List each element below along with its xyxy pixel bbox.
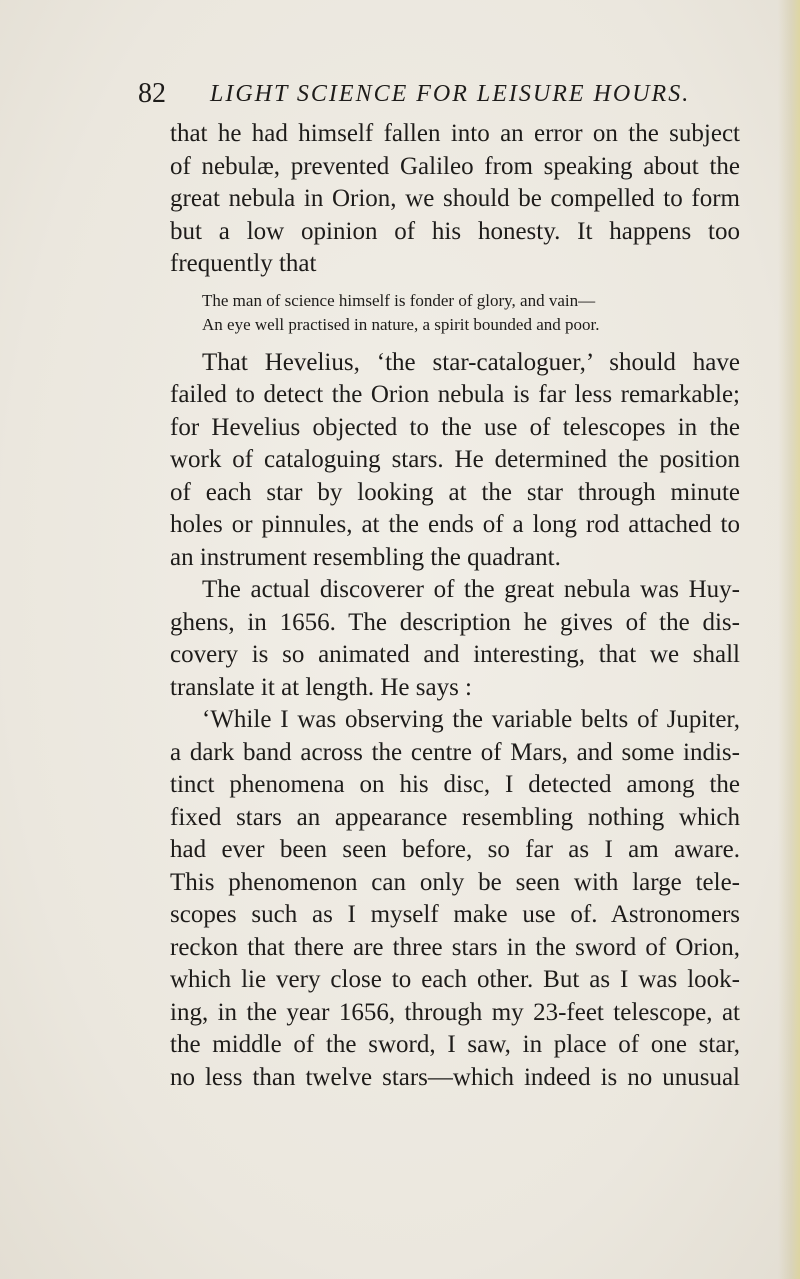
text-line: failed to detect the Orion nebula is far less remarkable; bbox=[170, 381, 740, 408]
text-line: of each star by looking at the star through minute bbox=[170, 478, 740, 506]
text-line: fixed stars an appearance resembling nothing which bbox=[170, 803, 740, 831]
quote-line: An eye well practised in nature, a spirit bounded and poor. bbox=[202, 314, 600, 334]
text-line: The actual discoverer of the great nebula was Huy- bbox=[202, 576, 740, 603]
text-line: This phenomenon can only be seen with large tele- bbox=[170, 868, 740, 896]
paragraph-2 bbox=[170, 347, 740, 575]
text-line: an instrument resembling the quadrant. bbox=[170, 543, 561, 571]
text-line: holes or pinnules, at the ends of a long rod attached to bbox=[170, 511, 740, 538]
text-line: for Hevelius objected to the use of telescopes in the bbox=[170, 413, 740, 441]
text-line: tinct phenomena on his disc, I detected among the bbox=[170, 771, 740, 798]
text-line: great nebula in Orion, we should be compelled to form bbox=[170, 185, 740, 212]
text-line: reckon that there are three stars in the sword of Orion, bbox=[170, 933, 740, 961]
paragraph-4 bbox=[170, 704, 740, 1094]
text-line: which lie very close to each other. But as I was look- bbox=[170, 966, 740, 993]
text-line: ghens, in 1656. The description he gives of the dis- bbox=[170, 608, 740, 636]
text-line: had ever been seen before, so far as I am aware. bbox=[170, 836, 740, 863]
text-line: but a low opinion of his honesty. It happens too bbox=[170, 217, 740, 245]
running-head bbox=[138, 74, 698, 114]
text-line: translate it at length. He says : bbox=[170, 673, 473, 701]
verse-quotation bbox=[170, 289, 740, 337]
text-line: ‘While I was observing the variable belts of Jupiter, bbox=[202, 706, 740, 733]
text-line: a dark band across the centre of Mars, and some indis- bbox=[170, 738, 740, 766]
page-edge-shading bbox=[778, 0, 800, 1279]
text-line: no less than twelve stars—which indeed is no unusual bbox=[170, 1063, 740, 1091]
paragraph-1 bbox=[170, 118, 740, 281]
text-line: ing, in the year 1656, through my 23-feet telescope, at bbox=[170, 998, 740, 1026]
text-line: frequently that bbox=[170, 250, 317, 277]
text-line: of nebulæ, prevented Galileo from speaking about the bbox=[170, 152, 740, 180]
paragraph-3 bbox=[170, 574, 740, 704]
text-line: That Hevelius, ‘the star-cataloguer,’ should have bbox=[202, 348, 740, 376]
page-number: 82 bbox=[138, 78, 166, 109]
body-text bbox=[170, 118, 740, 1094]
text-line: the middle of the sword, I saw, in place of one star, bbox=[170, 1031, 740, 1058]
text-line: scopes such as I myself make use of. Astronomers bbox=[170, 901, 740, 928]
running-title: LIGHT SCIENCE FOR LEISURE HOURS. bbox=[210, 81, 691, 107]
quote-line: The man of science himself is fonder of glory, and vain— bbox=[202, 290, 596, 310]
text-line: covery is so animated and interesting, that we shall bbox=[170, 641, 740, 668]
text-line: that he had himself fallen into an error on the subject bbox=[170, 120, 740, 147]
text-line: work of cataloguing stars. He determined the position bbox=[170, 446, 740, 473]
